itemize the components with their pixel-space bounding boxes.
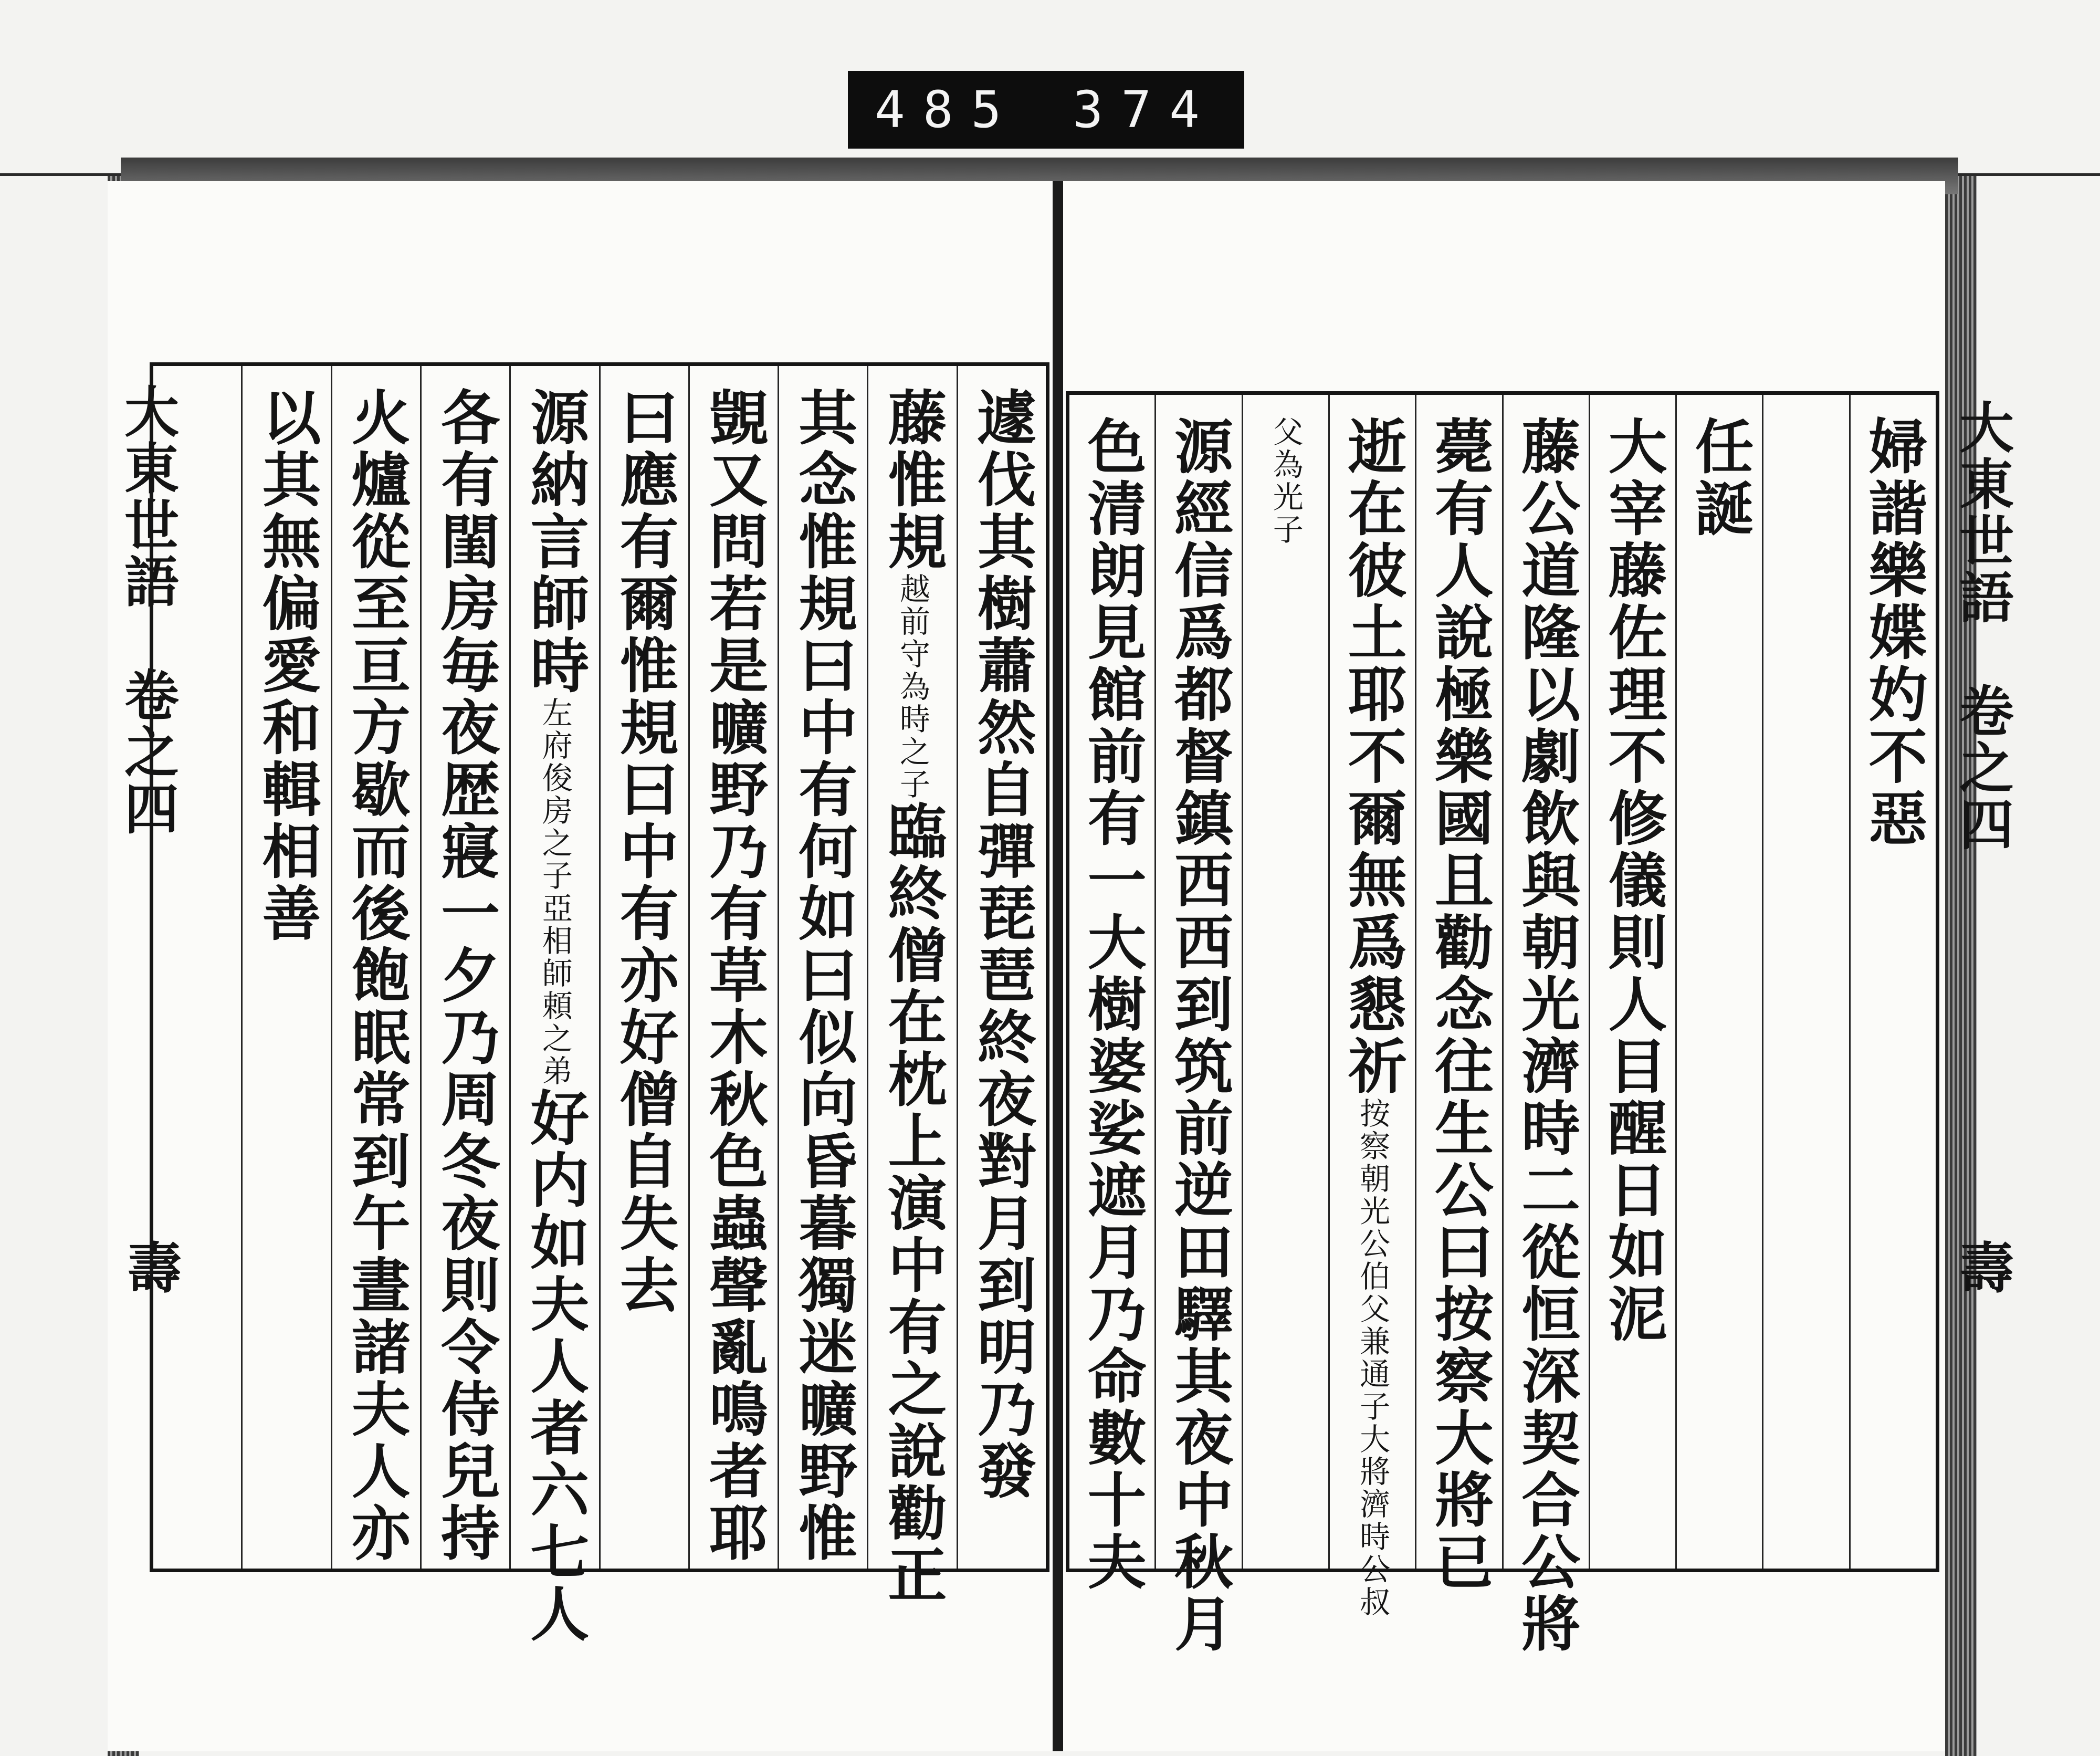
text-column bbox=[1328, 395, 1415, 1618]
column-text bbox=[1858, 395, 1928, 1569]
text-column bbox=[778, 366, 867, 1569]
text-column bbox=[331, 366, 420, 1569]
text-column bbox=[1154, 395, 1241, 1655]
column-main-text: 大宰藤佐理不修儀則人目醒日如泥 bbox=[1598, 416, 1667, 1345]
left-text-frame bbox=[150, 362, 1049, 1645]
text-column bbox=[1502, 395, 1589, 1655]
column-main-text: 各有閨房毎夜歴寢一夕乃周冬夜則令侍兒持 bbox=[431, 387, 500, 1564]
text-column bbox=[1589, 395, 1675, 1569]
column-main-text: 火爐從至亘方歇而後飽眠常到午晝諸夫人亦 bbox=[342, 387, 411, 1564]
scan-number-left: 485 bbox=[875, 80, 1020, 139]
column-main-text: 其念惟規曰中有何如曰似向昏暮獨迷曠野惟 bbox=[789, 387, 858, 1564]
text-column bbox=[1675, 395, 1762, 1569]
column-main-text: 色清朗見館前有一大樹婆娑遮月乃命數十夫 bbox=[1078, 416, 1147, 1593]
column-text bbox=[1511, 395, 1581, 1655]
column-text bbox=[968, 366, 1037, 1569]
column-text bbox=[520, 366, 590, 1645]
column-text bbox=[431, 366, 500, 1569]
column-text bbox=[1164, 395, 1234, 1655]
column-main-text: 遽伐其樹蕭然自彈琵琶終夜對月到明乃發 bbox=[968, 387, 1037, 1502]
column-text bbox=[878, 366, 948, 1606]
scan-number-right: 374 bbox=[1073, 80, 1217, 139]
column-text bbox=[699, 366, 769, 1569]
right-margin-title: 大東世語 卷之四 bbox=[1950, 399, 2014, 853]
column-main-text: 源經信爲都督鎮西西到筑前逆田驛其夜中秋月 bbox=[1164, 416, 1234, 1655]
interlinear-note: 左府俊房之子亞相師頼之弟 bbox=[537, 697, 573, 1088]
column-text bbox=[1338, 395, 1408, 1618]
column-text bbox=[1598, 395, 1667, 1569]
column-main-text: 薨有人說極樂國且勸念往生公曰按察大將已 bbox=[1425, 416, 1494, 1593]
column-main-text: 任誕 bbox=[1685, 416, 1755, 540]
column-main-text: 婦諧樂媟妁不惡 bbox=[1858, 416, 1928, 850]
column-continued-text: 臨終僧在枕上演中有之說勸正 bbox=[878, 801, 948, 1606]
column-main-text: 藤公道隆以劇飲與朝光濟時二從恒深契合公將 bbox=[1511, 416, 1581, 1655]
column-main-text: 覬又問若是曠野乃有草木秋色蟲聲亂鳴者耶 bbox=[699, 387, 769, 1564]
text-column bbox=[1762, 395, 1849, 1569]
book-spine bbox=[1053, 181, 1063, 1751]
text-column bbox=[509, 366, 598, 1645]
interlinear-note: 父為光子 bbox=[1267, 416, 1304, 546]
interlinear-note: 按察朝光公伯父兼通子大將濟時公叔 bbox=[1354, 1098, 1391, 1618]
column-main-text: 逝在彼土耶不爾無爲懇祈 bbox=[1338, 416, 1408, 1098]
scan-label bbox=[848, 71, 1244, 149]
column-text bbox=[1425, 395, 1494, 1593]
text-column bbox=[153, 366, 241, 1569]
right-text-frame bbox=[1066, 391, 1939, 1655]
column-continued-text: 好内如夫人者六七人 bbox=[520, 1088, 590, 1645]
right-margin-page-number: 壽 bbox=[1950, 1239, 2014, 1294]
column-text bbox=[789, 366, 858, 1569]
column-text bbox=[252, 366, 321, 1569]
text-column bbox=[1242, 395, 1328, 1569]
text-column bbox=[1069, 395, 1154, 1593]
text-column bbox=[867, 366, 956, 1606]
column-main-text: 以其無偏愛和輯相善 bbox=[252, 387, 321, 945]
text-column bbox=[241, 366, 330, 1569]
column-main-text: 藤惟規 bbox=[878, 387, 948, 573]
text-column bbox=[688, 366, 778, 1569]
interlinear-note: 越前守為時之子 bbox=[895, 573, 931, 801]
column-text bbox=[610, 366, 679, 1569]
left-margin-title: 大東世語 卷之四 bbox=[115, 383, 180, 837]
text-column bbox=[1415, 395, 1502, 1593]
column-text bbox=[342, 366, 411, 1569]
column-text bbox=[1256, 395, 1315, 1569]
column-main-text: 源納言師時 bbox=[520, 387, 590, 697]
left-margin-page-number: 壽 bbox=[118, 1239, 182, 1294]
column-main-text: 曰應有爾惟規曰中有亦好僧自失去 bbox=[610, 387, 679, 1316]
column-text bbox=[1078, 395, 1147, 1593]
column-text bbox=[1685, 395, 1755, 1569]
text-column bbox=[420, 366, 509, 1569]
text-column bbox=[1849, 395, 1936, 1569]
text-column bbox=[599, 366, 688, 1569]
text-column bbox=[957, 366, 1046, 1569]
